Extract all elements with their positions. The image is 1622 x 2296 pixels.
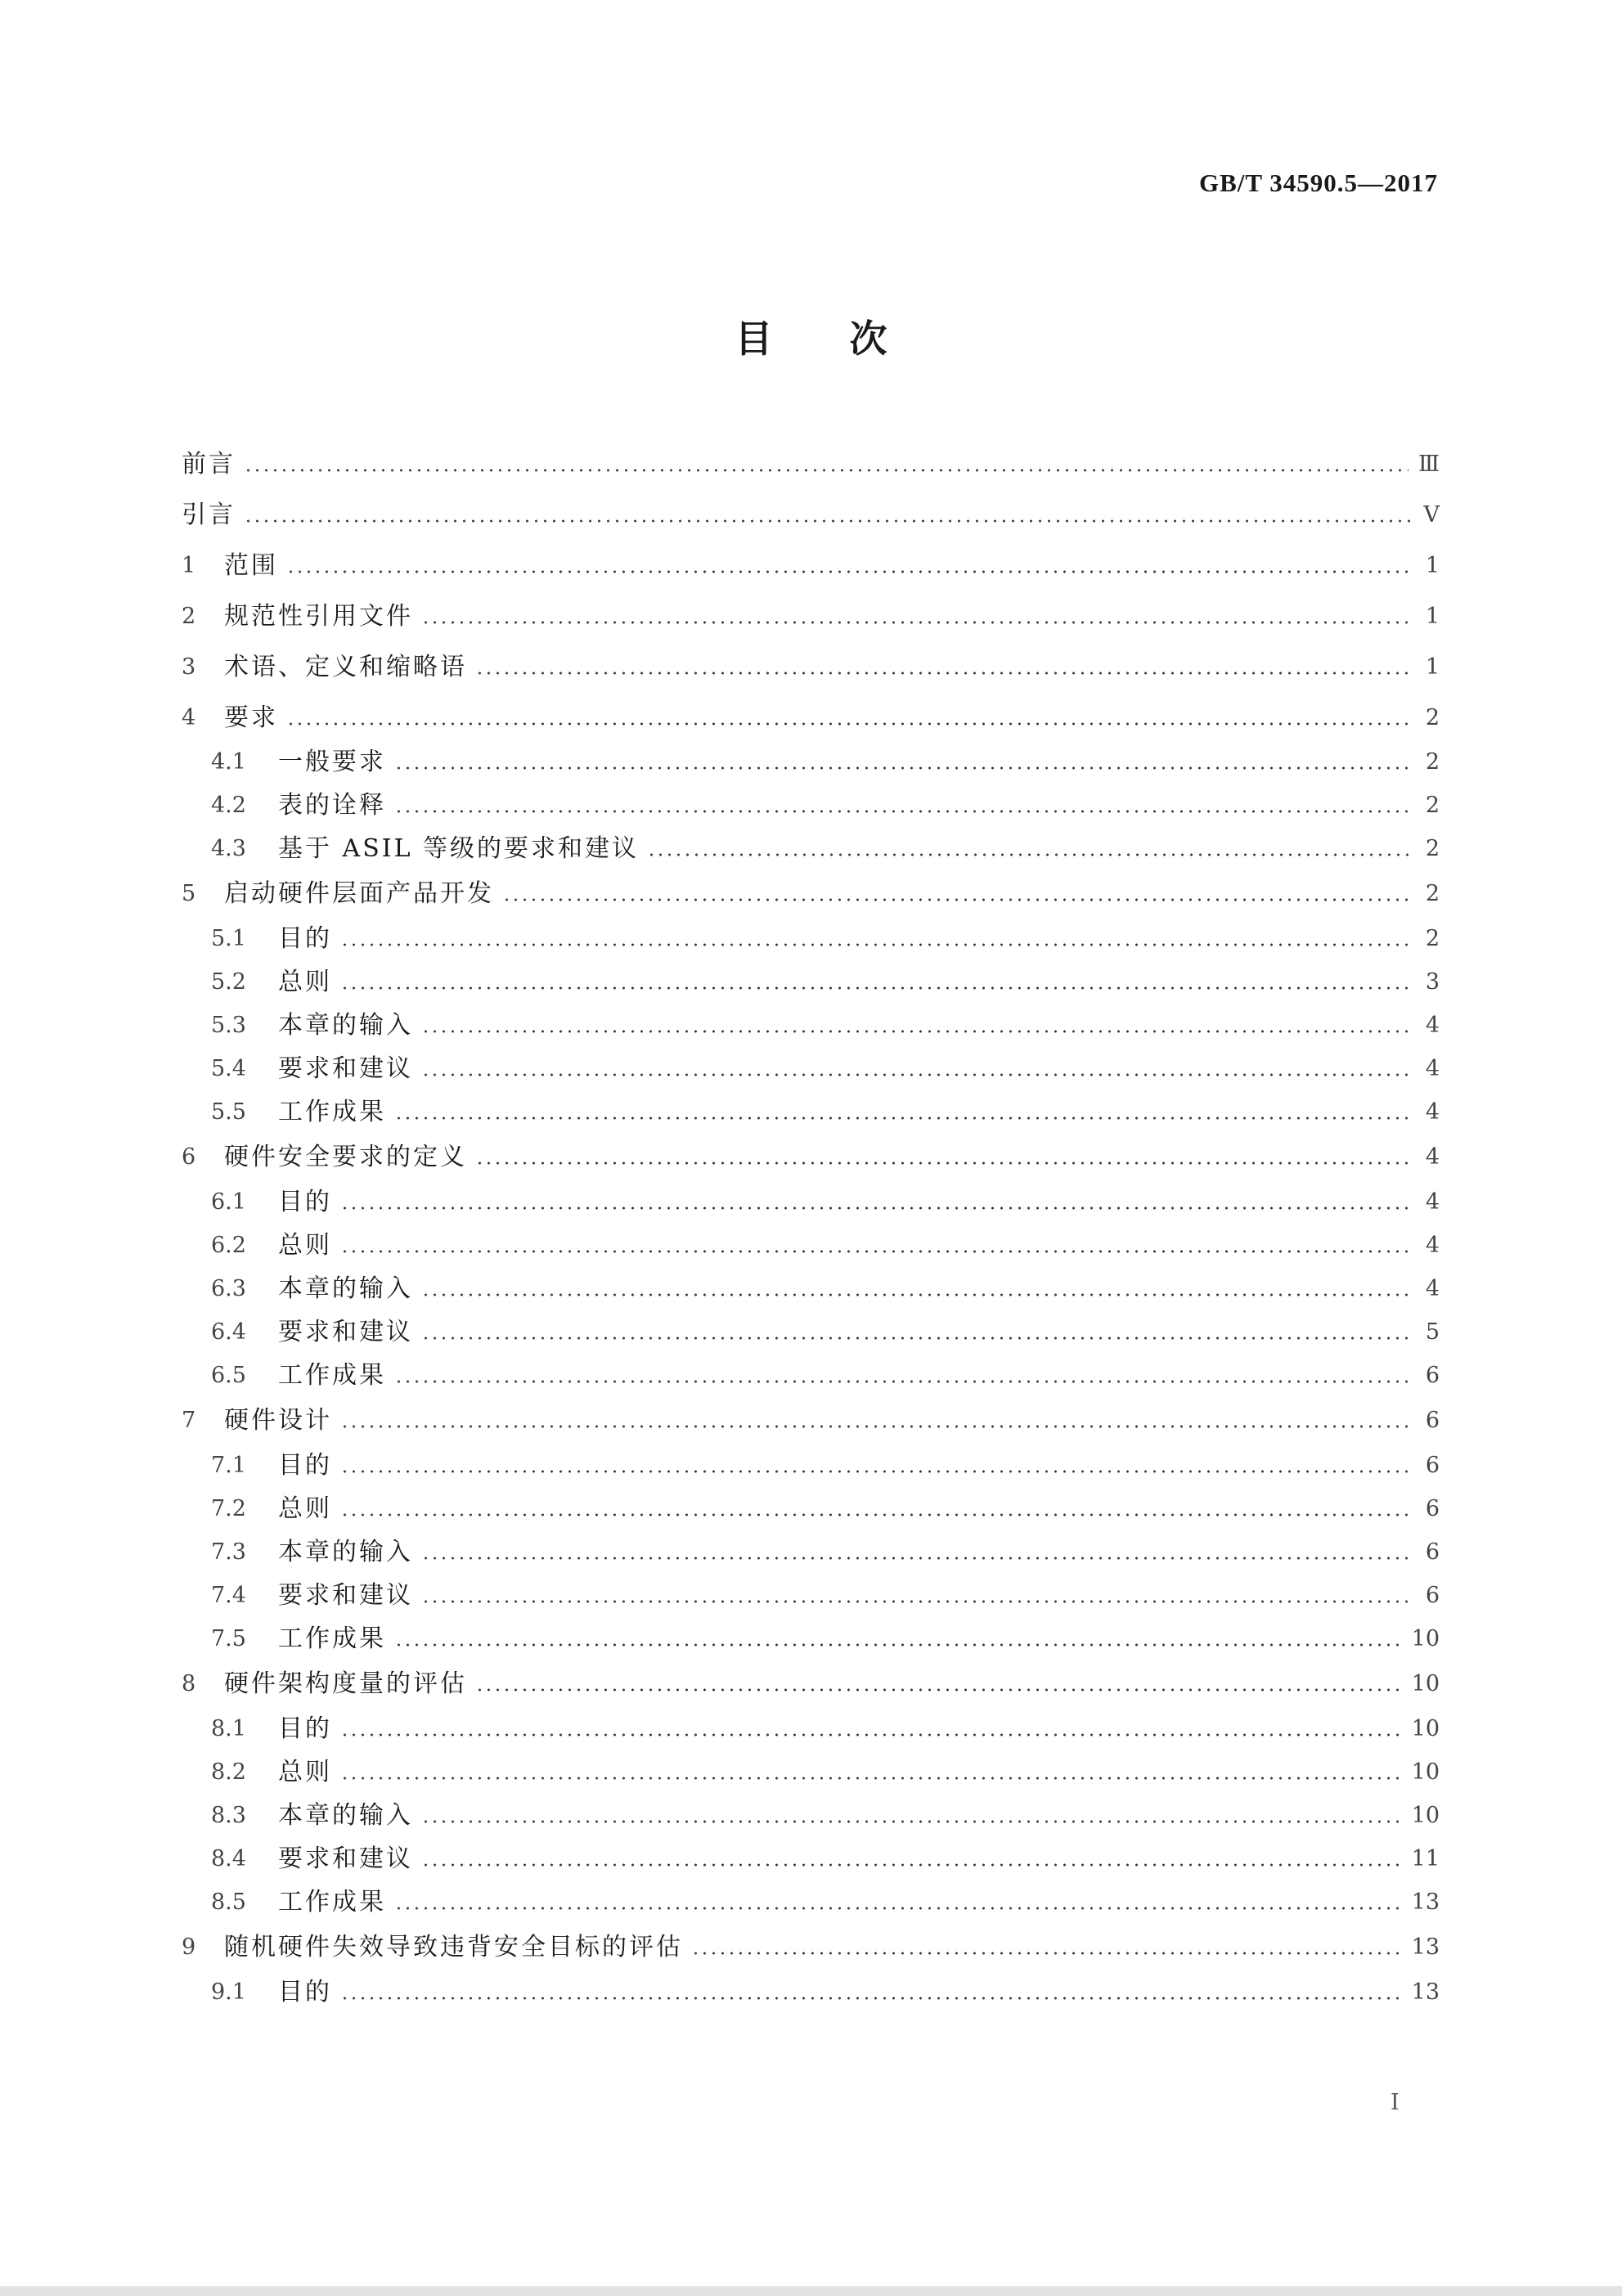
toc-entry-label: 目的: [278, 924, 332, 953]
toc-entry-label: 术语、定义和缩略语: [224, 653, 467, 681]
toc-entry-label: 本章的输入: [278, 1538, 413, 1566]
toc-dot-leader: [394, 1907, 1402, 1910]
toc-entry-label: 总则: [278, 1494, 332, 1523]
toc-dot-leader: [421, 1073, 1410, 1076]
toc-entry-page: 2: [1425, 749, 1440, 775]
toc-entry-number: 9: [182, 1934, 196, 1960]
toc-entry-number: 8.1: [211, 1716, 246, 1741]
toc-entry[interactable]: [182, 499, 1440, 532]
toc-dot-leader: [475, 672, 1410, 675]
toc-entry[interactable]: [211, 1009, 1440, 1042]
toc-entry-page: 1: [1425, 553, 1440, 578]
toc-entry[interactable]: [182, 702, 1440, 735]
toc-entry[interactable]: [211, 746, 1440, 779]
toc-entry-label: 要求和建议: [278, 1844, 413, 1873]
toc-entry-number: 5: [182, 881, 196, 906]
toc-entry-label: 随机硬件失效导致违背安全目标的评估: [224, 1933, 683, 1961]
toc-entry-label: 前言: [182, 450, 236, 479]
toc-dot-leader: [421, 1820, 1402, 1823]
page-bottom-edge: [0, 2286, 1622, 2296]
toc-entry[interactable]: [211, 1359, 1440, 1392]
toc-entry-number: 5.2: [211, 969, 246, 995]
toc-entry-page: 2: [1425, 881, 1440, 906]
toc-entry-page: 11: [1411, 1846, 1440, 1871]
toc-entry[interactable]: [182, 1141, 1440, 1174]
toc-entry-page: 1: [1425, 654, 1440, 680]
toc-entry-page: 6: [1425, 1496, 1440, 1521]
document-id: GB/T 34590.5—2017: [1198, 168, 1438, 197]
toc-entry-page: 4: [1425, 1099, 1440, 1125]
toc-entry-label: 硬件架构度量的评估: [224, 1669, 467, 1698]
toc-entry-page: 3: [1425, 969, 1440, 995]
toc-entry-page: 2: [1425, 705, 1440, 730]
toc-dot-leader: [340, 1425, 1410, 1428]
toc-entry-page: 10: [1411, 1803, 1440, 1828]
toc-entry-page: 4: [1425, 1056, 1440, 1081]
toc-entry-page: 10: [1411, 1671, 1440, 1696]
toc-dot-leader: [340, 986, 1410, 990]
toc-entry[interactable]: [182, 550, 1440, 582]
toc-entry-label: 目的: [278, 1714, 332, 1743]
toc-dot-leader: [421, 1863, 1402, 1867]
toc-entry-page: 1: [1425, 604, 1440, 629]
toc-entry-label: 总则: [278, 1758, 332, 1786]
toc-entry[interactable]: [211, 1536, 1440, 1569]
toc-dot-leader: [340, 1470, 1410, 1473]
toc-dot-leader: [286, 722, 1410, 726]
toc-entry-label: 规范性引用文件: [224, 602, 413, 631]
toc-entry-label: 要求和建议: [278, 1581, 413, 1610]
toc-entry-number: 6.4: [211, 1319, 246, 1345]
toc-entry-label: 总则: [278, 1231, 332, 1260]
toc-entry-label: 本章的输入: [278, 1274, 413, 1303]
toc-entry[interactable]: [211, 1186, 1440, 1219]
toc-entry-number: 5.4: [211, 1056, 246, 1081]
toc-entry[interactable]: [211, 1579, 1440, 1612]
toc-dot-leader: [340, 1997, 1402, 2000]
toc-dot-leader: [421, 1557, 1410, 1560]
toc-entry-label: 工作成果: [278, 1888, 386, 1916]
toc-entry-page: Ⅲ: [1418, 452, 1440, 477]
toc-entry-number: 8.5: [211, 1889, 246, 1915]
toc-entry[interactable]: [211, 1886, 1440, 1919]
page-folio: Ⅰ: [1391, 2090, 1400, 2115]
toc-dot-leader: [340, 1513, 1410, 1516]
toc-dot-leader: [340, 943, 1410, 946]
toc-entry[interactable]: [211, 1800, 1440, 1832]
toc-entry-page: 2: [1425, 836, 1440, 861]
toc-entry-number: 6.1: [211, 1189, 246, 1215]
toc-entry-number: 7: [182, 1408, 196, 1433]
toc-entry-number: 5.1: [211, 926, 246, 951]
toc-entry-page: 2: [1425, 793, 1440, 818]
toc-dot-leader: [244, 519, 1410, 523]
toc-dot-leader: [394, 766, 1410, 770]
toc-entry-number: 7.3: [211, 1539, 246, 1565]
toc-dot-leader: [244, 469, 1409, 472]
toc-entry[interactable]: [211, 1449, 1440, 1482]
toc-dot-leader: [340, 1733, 1402, 1737]
toc-entry-page: 6: [1425, 1363, 1440, 1388]
toc-dot-leader: [421, 1600, 1410, 1603]
toc-entry-label: 要求和建议: [278, 1054, 413, 1083]
toc-dot-leader: [475, 1688, 1402, 1692]
toc-dot-leader: [421, 1337, 1410, 1340]
toc-entry-page: 13: [1411, 1889, 1440, 1915]
toc-entry-label: 要求和建议: [278, 1318, 413, 1346]
toc-entry-number: 4: [182, 705, 196, 730]
page-title: 目次: [735, 317, 964, 361]
toc-entry-label: 工作成果: [278, 1624, 386, 1653]
toc-entry-page: 6: [1425, 1583, 1440, 1608]
toc-dot-leader: [394, 1643, 1402, 1647]
toc-entry-number: 6.2: [211, 1233, 246, 1258]
toc-entry-number: 6.5: [211, 1363, 246, 1388]
toc-entry-page: 6: [1425, 1453, 1440, 1478]
toc-entry[interactable]: [211, 1096, 1440, 1129]
toc-dot-leader: [394, 1380, 1410, 1383]
toc-entry-number: 7.4: [211, 1583, 246, 1608]
toc-entry-page: 13: [1411, 1934, 1440, 1960]
toc-entry[interactable]: [211, 1316, 1440, 1349]
toc-entry-label: 引言: [182, 501, 236, 529]
toc-entry-page: 6: [1425, 1408, 1440, 1433]
toc-entry-number: 7.5: [211, 1626, 246, 1651]
toc-entry-label: 工作成果: [278, 1098, 386, 1126]
toc-dot-leader: [475, 1161, 1410, 1165]
toc-entry[interactable]: [211, 1623, 1440, 1656]
toc-dot-leader: [691, 1952, 1402, 1955]
toc-entry-number: 5.5: [211, 1099, 246, 1125]
toc-entry-number: 4.2: [211, 793, 246, 818]
toc-dot-leader: [394, 1117, 1410, 1120]
toc-entry-page: Ⅴ: [1423, 502, 1440, 528]
toc-entry-page: 10: [1411, 1759, 1440, 1785]
toc-entry[interactable]: [182, 1931, 1440, 1964]
toc-entry-number: 6.3: [211, 1276, 246, 1301]
toc-entry[interactable]: [182, 1668, 1440, 1701]
toc-entry-number: 2: [182, 604, 196, 629]
toc-entry-number: 8.3: [211, 1803, 246, 1828]
toc-entry[interactable]: [211, 1843, 1440, 1876]
toc-dot-leader: [647, 853, 1410, 856]
toc-entry-number: 8.4: [211, 1846, 246, 1871]
toc-entry-label: 本章的输入: [278, 1011, 413, 1040]
toc-dot-leader: [421, 621, 1410, 624]
toc-dot-leader: [394, 810, 1410, 813]
toc-entry-page: 4: [1425, 1233, 1440, 1258]
toc-entry-label: 本章的输入: [278, 1801, 413, 1830]
toc-entry-label: 表的诠释: [278, 791, 386, 820]
toc-entry-page: 4: [1425, 1013, 1440, 1038]
toc-entry-label: 硬件设计: [224, 1406, 332, 1435]
toc-entry[interactable]: [182, 600, 1440, 633]
toc-entry-label: 启动硬件层面产品开发: [224, 879, 494, 908]
toc-dot-leader: [421, 1030, 1410, 1033]
toc-entry[interactable]: [211, 789, 1440, 822]
toc-entry-page: 5: [1425, 1319, 1440, 1345]
toc-entry-number: 5.3: [211, 1013, 246, 1038]
toc-entry-page: 13: [1411, 1979, 1440, 2005]
toc-entry-label: 一般要求: [278, 748, 386, 776]
toc-entry-label: 目的: [278, 1978, 332, 2006]
toc-entry-label: 工作成果: [278, 1361, 386, 1390]
toc-dot-leader: [340, 1206, 1410, 1210]
toc-entry[interactable]: [211, 1053, 1440, 1085]
toc-dot-leader: [340, 1777, 1402, 1780]
toc-entry[interactable]: [182, 651, 1440, 684]
toc-entry-label: 要求: [224, 703, 278, 732]
toc-entry[interactable]: [211, 1756, 1440, 1789]
toc-entry-page: 10: [1411, 1626, 1440, 1651]
toc-dot-leader: [340, 1250, 1410, 1253]
toc-entry[interactable]: [211, 833, 1440, 865]
toc-entry-page: 2: [1425, 926, 1440, 951]
toc-entry-number: 8: [182, 1671, 196, 1696]
toc-entry-page: 10: [1411, 1716, 1440, 1741]
toc-entry-page: 4: [1425, 1144, 1440, 1170]
toc-entry-number: 6: [182, 1144, 196, 1170]
toc-dot-leader: [286, 570, 1410, 573]
toc-entry-number: 7.2: [211, 1496, 246, 1521]
toc-entry-label: 硬件安全要求的定义: [224, 1143, 467, 1171]
toc-entry[interactable]: [211, 1229, 1440, 1262]
toc-entry-page: 4: [1425, 1189, 1440, 1215]
toc-entry[interactable]: [211, 1273, 1440, 1305]
toc-entry-label: 总则: [278, 968, 332, 996]
toc-dot-leader: [502, 898, 1410, 901]
toc-entry[interactable]: [211, 1713, 1440, 1746]
toc-entry-number: 8.2: [211, 1759, 246, 1785]
toc-entry[interactable]: [211, 1976, 1440, 2009]
toc-entry-number: 4.3: [211, 836, 246, 861]
toc-entry[interactable]: [211, 966, 1440, 999]
toc-entry[interactable]: [211, 923, 1440, 955]
toc-entry-number: 3: [182, 654, 196, 680]
toc-entry-page: 6: [1425, 1539, 1440, 1565]
toc-entry-number: 1: [182, 553, 196, 578]
toc-entry[interactable]: [182, 878, 1440, 910]
toc-entry-number: 7.1: [211, 1453, 246, 1478]
toc-entry-number: 9.1: [211, 1979, 246, 2005]
toc-entry-label: 范围: [224, 551, 278, 580]
toc-entry-label: 目的: [278, 1188, 332, 1216]
toc-entry-page: 4: [1425, 1276, 1440, 1301]
toc-entry[interactable]: [182, 1404, 1440, 1437]
toc-entry-number: 4.1: [211, 749, 246, 775]
toc-entry-label: 目的: [278, 1451, 332, 1480]
toc-entry[interactable]: [211, 1493, 1440, 1525]
toc-entry-label: 基于 ASIL 等级的要求和建议: [278, 834, 640, 863]
toc-dot-leader: [421, 1293, 1410, 1296]
toc-entry[interactable]: [182, 448, 1440, 481]
